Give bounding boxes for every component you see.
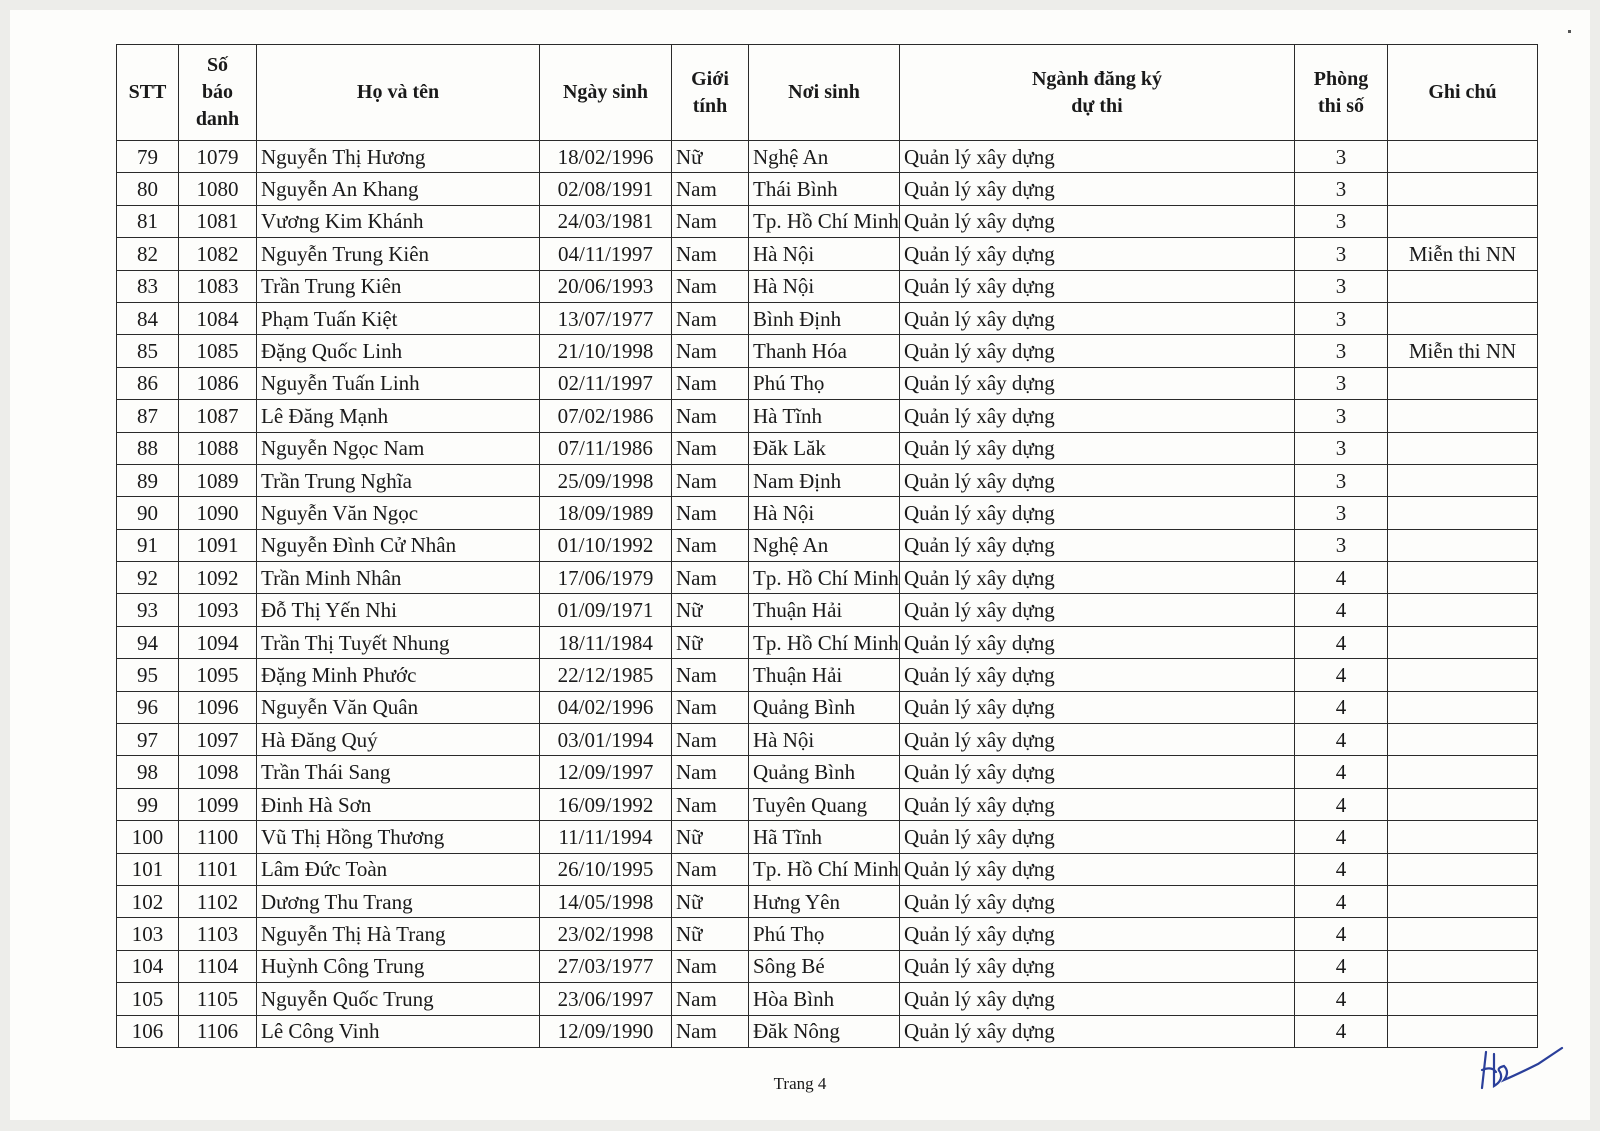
cell-stt: 99 [117, 788, 179, 820]
cell-dob: 20/06/1993 [540, 270, 672, 302]
cell-room: 3 [1295, 335, 1388, 367]
table-row [117, 756, 1538, 788]
cell-room: 4 [1295, 1015, 1388, 1047]
cell-dob: 02/08/1991 [540, 173, 672, 205]
cell-room: 4 [1295, 821, 1388, 853]
header-note: Ghi chú [1388, 45, 1538, 141]
cell-major: Quản lý xây dựng [900, 400, 1295, 432]
cell-sbd: 1087 [179, 400, 257, 432]
cell-room: 3 [1295, 141, 1388, 173]
cell-birthplace: Thái Bình [749, 173, 900, 205]
cell-stt: 86 [117, 367, 179, 399]
cell-room: 3 [1295, 400, 1388, 432]
scan-mark [1568, 30, 1571, 33]
cell-room: 3 [1295, 497, 1388, 529]
cell-sbd: 1091 [179, 529, 257, 561]
cell-birthplace: Quảng Bình [749, 756, 900, 788]
table-row [117, 691, 1538, 723]
cell-dob: 11/11/1994 [540, 821, 672, 853]
cell-major: Quản lý xây dựng [900, 529, 1295, 561]
cell-stt: 87 [117, 400, 179, 432]
cell-note [1388, 659, 1538, 691]
cell-name: Đỗ Thị Yến Nhi [257, 594, 540, 626]
cell-birthplace: Đăk Nông [749, 1015, 900, 1047]
cell-name: Nguyễn Thị Hương [257, 141, 540, 173]
header-major: Ngành đăng ký dự thi [900, 45, 1295, 141]
cell-stt: 100 [117, 821, 179, 853]
cell-sbd: 1092 [179, 562, 257, 594]
cell-room: 4 [1295, 918, 1388, 950]
cell-dob: 21/10/1998 [540, 335, 672, 367]
cell-note [1388, 691, 1538, 723]
table-row [117, 302, 1538, 334]
cell-major: Quản lý xây dựng [900, 691, 1295, 723]
cell-note [1388, 756, 1538, 788]
cell-dob: 02/11/1997 [540, 367, 672, 399]
cell-stt: 90 [117, 497, 179, 529]
header-name: Họ và tên [257, 45, 540, 141]
table-row [117, 497, 1538, 529]
cell-birthplace: Bình Định [749, 302, 900, 334]
cell-gender: Nam [672, 529, 749, 561]
cell-major: Quản lý xây dựng [900, 788, 1295, 820]
cell-stt: 96 [117, 691, 179, 723]
cell-birthplace: Thuận Hải [749, 659, 900, 691]
cell-name: Nguyễn Đình Cử Nhân [257, 529, 540, 561]
cell-room: 3 [1295, 529, 1388, 561]
cell-name: Nguyễn Tuấn Linh [257, 367, 540, 399]
cell-birthplace: Tuyên Quang [749, 788, 900, 820]
cell-sbd: 1084 [179, 302, 257, 334]
cell-birthplace: Hã Tĩnh [749, 821, 900, 853]
cell-note [1388, 497, 1538, 529]
cell-note [1388, 821, 1538, 853]
cell-major: Quản lý xây dựng [900, 205, 1295, 237]
cell-gender: Nữ [672, 821, 749, 853]
cell-dob: 17/06/1979 [540, 562, 672, 594]
cell-stt: 95 [117, 659, 179, 691]
cell-major: Quản lý xây dựng [900, 464, 1295, 496]
header-room: Phòng thi số [1295, 45, 1388, 141]
cell-gender: Nam [672, 659, 749, 691]
cell-gender: Nam [672, 464, 749, 496]
cell-sbd: 1104 [179, 950, 257, 982]
cell-gender: Nam [672, 270, 749, 302]
cell-dob: 13/07/1977 [540, 302, 672, 334]
table-row [117, 885, 1538, 917]
cell-name: Lâm Đức Toàn [257, 853, 540, 885]
cell-gender: Nam [672, 205, 749, 237]
cell-birthplace: Đăk Lăk [749, 432, 900, 464]
cell-name: Nguyễn Trung Kiên [257, 238, 540, 270]
table-row [117, 335, 1538, 367]
cell-name: Vương Kim Khánh [257, 205, 540, 237]
cell-dob: 04/02/1996 [540, 691, 672, 723]
cell-name: Trần Trung Kiên [257, 270, 540, 302]
cell-major: Quản lý xây dựng [900, 335, 1295, 367]
cell-stt: 97 [117, 724, 179, 756]
header-stt: STT [117, 45, 179, 141]
cell-room: 4 [1295, 562, 1388, 594]
cell-major: Quản lý xây dựng [900, 821, 1295, 853]
cell-stt: 85 [117, 335, 179, 367]
cell-birthplace: Thanh Hóa [749, 335, 900, 367]
cell-gender: Nam [672, 302, 749, 334]
cell-name: Nguyễn Văn Quân [257, 691, 540, 723]
cell-name: Dương Thu Trang [257, 885, 540, 917]
cell-sbd: 1094 [179, 626, 257, 658]
cell-note [1388, 788, 1538, 820]
cell-birthplace: Hòa Bình [749, 983, 900, 1015]
cell-gender: Nam [672, 950, 749, 982]
cell-name: Trần Thị Tuyết Nhung [257, 626, 540, 658]
cell-gender: Nam [672, 788, 749, 820]
cell-birthplace: Hà Nội [749, 238, 900, 270]
cell-major: Quản lý xây dựng [900, 141, 1295, 173]
cell-sbd: 1079 [179, 141, 257, 173]
cell-gender: Nam [672, 173, 749, 205]
cell-sbd: 1103 [179, 918, 257, 950]
cell-major: Quản lý xây dựng [900, 983, 1295, 1015]
cell-name: Lê Công Vinh [257, 1015, 540, 1047]
table-row [117, 983, 1538, 1015]
cell-gender: Nam [672, 432, 749, 464]
table-row [117, 626, 1538, 658]
cell-note [1388, 141, 1538, 173]
cell-major: Quản lý xây dựng [900, 238, 1295, 270]
table-row [117, 205, 1538, 237]
cell-name: Trần Minh Nhân [257, 562, 540, 594]
cell-sbd: 1106 [179, 1015, 257, 1047]
cell-dob: 12/09/1990 [540, 1015, 672, 1047]
cell-name: Phạm Tuấn Kiệt [257, 302, 540, 334]
cell-dob: 07/11/1986 [540, 432, 672, 464]
cell-gender: Nữ [672, 885, 749, 917]
initials-signature [1478, 1044, 1568, 1094]
cell-note [1388, 562, 1538, 594]
cell-note [1388, 529, 1538, 561]
table-row [117, 173, 1538, 205]
cell-name: Nguyễn Văn Ngọc [257, 497, 540, 529]
cell-gender: Nam [672, 400, 749, 432]
cell-sbd: 1102 [179, 885, 257, 917]
cell-birthplace: Phú Thọ [749, 918, 900, 950]
table-row [117, 238, 1538, 270]
cell-dob: 27/03/1977 [540, 950, 672, 982]
cell-sbd: 1080 [179, 173, 257, 205]
cell-birthplace: Hưng Yên [749, 885, 900, 917]
cell-gender: Nữ [672, 918, 749, 950]
cell-birthplace: Tp. Hồ Chí Minh [749, 562, 900, 594]
table-row [117, 1015, 1538, 1047]
cell-major: Quản lý xây dựng [900, 659, 1295, 691]
cell-note [1388, 853, 1538, 885]
cell-birthplace: Hà Nội [749, 270, 900, 302]
page-number: Trang 4 [773, 1074, 827, 1093]
cell-dob: 14/05/1998 [540, 885, 672, 917]
cell-sbd: 1099 [179, 788, 257, 820]
cell-note [1388, 432, 1538, 464]
table-row [117, 400, 1538, 432]
header-sbd: Số báo danh [179, 45, 257, 141]
cell-birthplace: Tp. Hồ Chí Minh [749, 205, 900, 237]
cell-stt: 98 [117, 756, 179, 788]
cell-major: Quản lý xây dựng [900, 918, 1295, 950]
cell-stt: 102 [117, 885, 179, 917]
cell-sbd: 1105 [179, 983, 257, 1015]
cell-note [1388, 885, 1538, 917]
cell-room: 3 [1295, 173, 1388, 205]
cell-stt: 91 [117, 529, 179, 561]
table-row [117, 659, 1538, 691]
cell-stt: 104 [117, 950, 179, 982]
cell-birthplace: Tp. Hồ Chí Minh [749, 853, 900, 885]
cell-note [1388, 400, 1538, 432]
cell-birthplace: Thuận Hải [749, 594, 900, 626]
cell-dob: 18/02/1996 [540, 141, 672, 173]
cell-note [1388, 626, 1538, 658]
cell-name: Nguyễn Quốc Trung [257, 983, 540, 1015]
table-body [117, 141, 1538, 1048]
cell-room: 4 [1295, 885, 1388, 917]
cell-birthplace: Nam Định [749, 464, 900, 496]
cell-room: 4 [1295, 691, 1388, 723]
cell-dob: 23/06/1997 [540, 983, 672, 1015]
table-row [117, 918, 1538, 950]
cell-dob: 18/09/1989 [540, 497, 672, 529]
cell-stt: 92 [117, 562, 179, 594]
cell-birthplace: Hà Nội [749, 724, 900, 756]
cell-stt: 94 [117, 626, 179, 658]
cell-sbd: 1083 [179, 270, 257, 302]
cell-room: 3 [1295, 464, 1388, 496]
cell-name: Nguyễn An Khang [257, 173, 540, 205]
cell-note: Miễn thi NN [1388, 335, 1538, 367]
cell-major: Quản lý xây dựng [900, 562, 1295, 594]
cell-gender: Nam [672, 367, 749, 399]
cell-note [1388, 983, 1538, 1015]
cell-dob: 24/03/1981 [540, 205, 672, 237]
cell-dob: 03/01/1994 [540, 724, 672, 756]
cell-major: Quản lý xây dựng [900, 302, 1295, 334]
cell-gender: Nam [672, 335, 749, 367]
table-row [117, 821, 1538, 853]
cell-note [1388, 724, 1538, 756]
cell-sbd: 1081 [179, 205, 257, 237]
cell-note: Miễn thi NN [1388, 238, 1538, 270]
cell-gender: Nam [672, 983, 749, 1015]
cell-stt: 88 [117, 432, 179, 464]
cell-birthplace: Tp. Hồ Chí Minh [749, 626, 900, 658]
cell-gender: Nam [672, 756, 749, 788]
cell-name: Lê Đăng Mạnh [257, 400, 540, 432]
cell-stt: 81 [117, 205, 179, 237]
cell-name: Đặng Minh Phước [257, 659, 540, 691]
cell-birthplace: Quảng Bình [749, 691, 900, 723]
cell-gender: Nam [672, 562, 749, 594]
table-row [117, 788, 1538, 820]
cell-room: 4 [1295, 950, 1388, 982]
cell-name: Nguyễn Thị Hà Trang [257, 918, 540, 950]
cell-birthplace: Hà Nội [749, 497, 900, 529]
cell-stt: 79 [117, 141, 179, 173]
cell-gender: Nữ [672, 626, 749, 658]
table-row [117, 464, 1538, 496]
cell-gender: Nam [672, 853, 749, 885]
cell-birthplace: Nghệ An [749, 141, 900, 173]
cell-dob: 01/10/1992 [540, 529, 672, 561]
table-row [117, 432, 1538, 464]
table-row [117, 724, 1538, 756]
cell-stt: 93 [117, 594, 179, 626]
cell-stt: 101 [117, 853, 179, 885]
table-row [117, 950, 1538, 982]
cell-room: 4 [1295, 724, 1388, 756]
cell-sbd: 1095 [179, 659, 257, 691]
cell-major: Quản lý xây dựng [900, 367, 1295, 399]
cell-sbd: 1098 [179, 756, 257, 788]
cell-major: Quản lý xây dựng [900, 270, 1295, 302]
table-header [117, 45, 1538, 141]
cell-dob: 07/02/1986 [540, 400, 672, 432]
cell-major: Quản lý xây dựng [900, 1015, 1295, 1047]
cell-dob: 01/09/1971 [540, 594, 672, 626]
cell-sbd: 1090 [179, 497, 257, 529]
header-dob: Ngày sinh [540, 45, 672, 141]
cell-stt: 83 [117, 270, 179, 302]
cell-sbd: 1086 [179, 367, 257, 399]
cell-sbd: 1101 [179, 853, 257, 885]
cell-note [1388, 173, 1538, 205]
cell-note [1388, 918, 1538, 950]
cell-gender: Nam [672, 238, 749, 270]
cell-gender: Nam [672, 1015, 749, 1047]
cell-name: Nguyễn Ngọc Nam [257, 432, 540, 464]
cell-note [1388, 594, 1538, 626]
cell-room: 3 [1295, 270, 1388, 302]
cell-birthplace: Sông Bé [749, 950, 900, 982]
cell-stt: 82 [117, 238, 179, 270]
cell-major: Quản lý xây dựng [900, 432, 1295, 464]
cell-birthplace: Hà Tĩnh [749, 400, 900, 432]
header-row [117, 45, 1538, 141]
cell-room: 3 [1295, 238, 1388, 270]
cell-stt: 103 [117, 918, 179, 950]
table-row [117, 529, 1538, 561]
cell-stt: 105 [117, 983, 179, 1015]
cell-room: 4 [1295, 594, 1388, 626]
cell-birthplace: Nghệ An [749, 529, 900, 561]
cell-dob: 23/02/1998 [540, 918, 672, 950]
table-row [117, 562, 1538, 594]
cell-sbd: 1097 [179, 724, 257, 756]
cell-room: 4 [1295, 853, 1388, 885]
cell-major: Quản lý xây dựng [900, 950, 1295, 982]
cell-note [1388, 464, 1538, 496]
cell-note [1388, 270, 1538, 302]
cell-stt: 89 [117, 464, 179, 496]
table-row [117, 853, 1538, 885]
cell-major: Quản lý xây dựng [900, 497, 1295, 529]
header-birthplace: Nơi sinh [749, 45, 900, 141]
table-row [117, 141, 1538, 173]
cell-sbd: 1085 [179, 335, 257, 367]
cell-note [1388, 950, 1538, 982]
cell-note [1388, 205, 1538, 237]
cell-room: 4 [1295, 659, 1388, 691]
cell-room: 4 [1295, 788, 1388, 820]
cell-major: Quản lý xây dựng [900, 626, 1295, 658]
cell-major: Quản lý xây dựng [900, 594, 1295, 626]
cell-sbd: 1096 [179, 691, 257, 723]
cell-gender: Nữ [672, 141, 749, 173]
cell-room: 4 [1295, 983, 1388, 1015]
cell-sbd: 1100 [179, 821, 257, 853]
cell-dob: 18/11/1984 [540, 626, 672, 658]
cell-name: Đinh Hà Sơn [257, 788, 540, 820]
cell-note [1388, 302, 1538, 334]
cell-major: Quản lý xây dựng [900, 853, 1295, 885]
cell-name: Huỳnh Công Trung [257, 950, 540, 982]
cell-major: Quản lý xây dựng [900, 724, 1295, 756]
cell-dob: 22/12/1985 [540, 659, 672, 691]
cell-gender: Nam [672, 497, 749, 529]
cell-stt: 80 [117, 173, 179, 205]
cell-gender: Nam [672, 724, 749, 756]
cell-sbd: 1082 [179, 238, 257, 270]
table-row [117, 594, 1538, 626]
cell-gender: Nam [672, 691, 749, 723]
cell-dob: 16/09/1992 [540, 788, 672, 820]
table-row [117, 270, 1538, 302]
cell-stt: 84 [117, 302, 179, 334]
table-row [117, 367, 1538, 399]
cell-sbd: 1093 [179, 594, 257, 626]
cell-name: Hà Đăng Quý [257, 724, 540, 756]
cell-stt: 106 [117, 1015, 179, 1047]
cell-major: Quản lý xây dựng [900, 756, 1295, 788]
cell-dob: 12/09/1997 [540, 756, 672, 788]
cell-room: 4 [1295, 756, 1388, 788]
header-gender: Giới tính [672, 45, 749, 141]
cell-name: Đặng Quốc Linh [257, 335, 540, 367]
cell-note [1388, 1015, 1538, 1047]
cell-major: Quản lý xây dựng [900, 885, 1295, 917]
cell-name: Trần Thái Sang [257, 756, 540, 788]
cell-name: Vũ Thị Hồng Thương [257, 821, 540, 853]
cell-room: 3 [1295, 205, 1388, 237]
cell-name: Trần Trung Nghĩa [257, 464, 540, 496]
cell-sbd: 1088 [179, 432, 257, 464]
candidate-table [116, 44, 1538, 1048]
cell-dob: 25/09/1998 [540, 464, 672, 496]
cell-dob: 04/11/1997 [540, 238, 672, 270]
cell-gender: Nữ [672, 594, 749, 626]
cell-room: 3 [1295, 302, 1388, 334]
cell-dob: 26/10/1995 [540, 853, 672, 885]
cell-birthplace: Phú Thọ [749, 367, 900, 399]
cell-room: 4 [1295, 626, 1388, 658]
cell-note [1388, 367, 1538, 399]
cell-room: 3 [1295, 367, 1388, 399]
cell-room: 3 [1295, 432, 1388, 464]
cell-sbd: 1089 [179, 464, 257, 496]
cell-major: Quản lý xây dựng [900, 173, 1295, 205]
